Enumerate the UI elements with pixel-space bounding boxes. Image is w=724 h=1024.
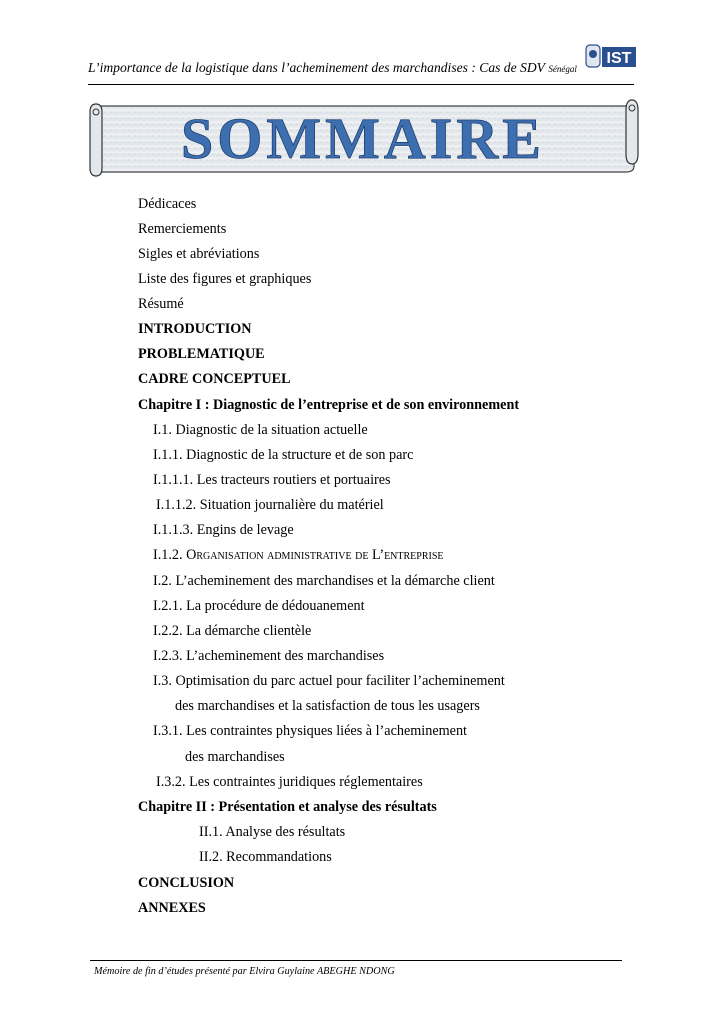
toc-item-1-1-1: I.1.1. Diagnostic de la structure et de son parc (153, 447, 414, 463)
toc-item-cadre-conceptuel: CADRE CONCEPTUEL (138, 371, 291, 387)
toc-item-1-3-2: I.3.2. Les contraintes juridiques réglementaires (156, 774, 423, 790)
footer-text: Mémoire de fin d’études présenté par Elvira Guylaine ABEGHE NDONG (94, 966, 395, 977)
toc-item-1-2-3: I.2.3. L’acheminement des marchandises (153, 648, 385, 664)
toc-item-annexes: ANNEXES (138, 900, 206, 916)
toc-item-2-2: II.2. Recommandations (199, 849, 332, 865)
toc-item-1-2: I.2. L’acheminement des marchandises et la démarche client (153, 573, 495, 589)
toc-item-dedicaces: Dédicaces (138, 196, 197, 212)
toc-item-sigles: Sigles et abréviations (138, 246, 260, 262)
toc-item-problematique: PROBLEMATIQUE (138, 346, 265, 362)
toc-item-1-3-1: I.3.1. Les contraintes physiques liées à l’acheminement (153, 723, 467, 739)
footer-divider (90, 960, 622, 961)
toc-item-introduction: INTRODUCTION (138, 321, 252, 337)
toc-item-1-2-2: I.2.2. La démarche clientèle (153, 623, 312, 639)
toc-item-1-2-1: I.2.1. La procédure de dédouanement (153, 598, 365, 614)
toc-item-chapitre-2: Chapitre II : Présentation et analyse des résultats (138, 799, 437, 815)
header-title-main: L’importance de la logistique dans l’acheminement des marchandises : Cas de SDV (88, 60, 545, 75)
toc-item-conclusion: CONCLUSION (138, 875, 235, 891)
toc-item-1-1-1-2: I.1.1.2. Situation journalière du matériel (156, 497, 384, 513)
toc-item-1-1-1-3: I.1.1.3. Engins de levage (153, 522, 294, 538)
toc-item-chapitre-1: Chapitre I : Diagnostic de l’entreprise et de son environnement (138, 397, 520, 413)
header-country: Sénégal (548, 64, 577, 74)
toc-item-resume: Résumé (138, 296, 184, 312)
toc-item-1-1: I.1. Diagnostic de la situation actuelle (153, 422, 368, 438)
banner-title: SOMMAIRE (181, 106, 545, 171)
toc-item-remerciements: Remerciements (138, 221, 227, 237)
toc-item-2-1: II.1. Analyse des résultats (199, 824, 346, 840)
toc-item-1-3-1-cont: des marchandises (185, 749, 285, 765)
toc-item-1-1-1-1: I.1.1.1. Les tracteurs routiers et portuaires (153, 472, 391, 488)
toc-item-1-1-2: I.1.2. Organisation administrative de L’entreprise (153, 547, 444, 563)
toc-item-1-3-cont: des marchandises et la satisfaction de tous les usagers (175, 698, 480, 714)
toc-item-figures: Liste des figures et graphiques (138, 271, 312, 287)
logo-text: IST (606, 50, 632, 67)
toc-item-1-3: I.3. Optimisation du parc actuel pour faciliter l’acheminement (153, 673, 505, 689)
